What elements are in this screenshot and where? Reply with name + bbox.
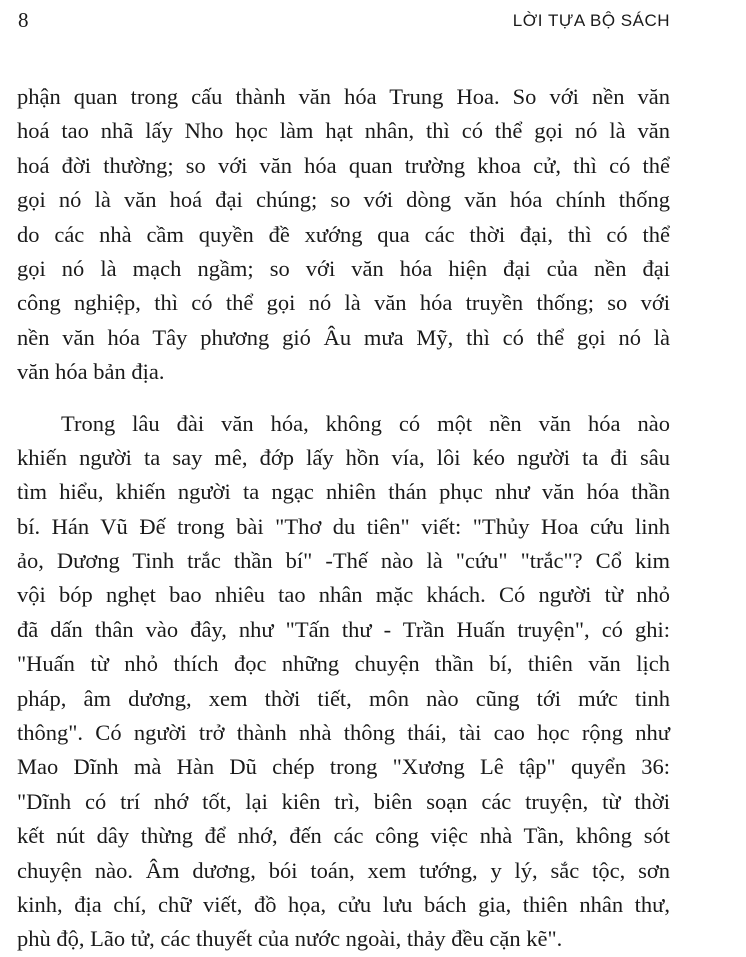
text-line: "Dĩnh có trí nhớ tốt, lại kiên trì, biên soạn các truyện, từ thời <box>17 788 670 814</box>
text-line: hoá đời thường; so với văn hóa quan trường khoa cử, thì có thể <box>17 152 670 178</box>
text-line: phù độ, Lão tử, các thuyết của nước ngoài, thảy đều cặn kẽ". <box>17 926 563 952</box>
text-line: vội bóp nghẹt bao nhiêu tao nhân mặc khách. Có người từ nhỏ <box>17 582 670 608</box>
page-number: 8 <box>18 8 29 32</box>
text-line: đã dấn thân vào đây, như "Tấn thư - Trần Huấn truyện", có ghi: <box>17 616 670 642</box>
text-line: kinh, địa chí, chữ viết, đồ họa, cửu lưu bách gia, thiên nhân thư, <box>17 891 670 917</box>
text-line: Mao Dĩnh mà Hàn Dũ chép trong "Xương Lê tập" quyển 36: <box>17 754 670 780</box>
paragraph-1 <box>17 80 670 390</box>
text-line: công nghiệp, thì có thể gọi nó là văn hóa truyền thống; so với <box>17 290 670 316</box>
text-line: do các nhà cầm quyền đề xướng qua các thời đại, thì có thể <box>17 221 670 247</box>
text-line: nền văn hóa Tây phương gió Âu mưa Mỹ, thì có thể gọi nó là <box>17 324 670 350</box>
text-line: Trong lâu đài văn hóa, không có một nền văn hóa nào <box>61 410 670 436</box>
text-line: tìm hiểu, khiến người ta ngạc nhiên thán phục như văn hóa thần <box>17 479 670 505</box>
text-line: pháp, âm dương, xem thời tiết, môn nào cũng tới mức tinh <box>17 685 670 711</box>
text-line: gọi nó là văn hoá đại chúng; so với dòng văn hóa chính thống <box>17 187 670 213</box>
text-line: ảo, Dương Tinh trắc thần bí" -Thế nào là "cứu" "trắc"? Cổ kim <box>17 548 670 574</box>
text-line: bí. Hán Vũ Đế trong bài "Thơ du tiên" viết: "Thủy Hoa cứu linh <box>17 513 670 539</box>
text-line: thông". Có người trở thành nhà thông thái, tài cao học rộng như <box>17 720 670 746</box>
body-text <box>17 80 670 957</box>
text-line: chuyện nào. Âm dương, bói toán, xem tướng, y lý, sắc tộc, sơn <box>17 857 670 883</box>
text-line: phận quan trong cấu thành văn hóa Trung Hoa. So với nền văn <box>17 84 670 109</box>
text-line: khiến người ta say mê, đớp lấy hồn vía, lôi kéo người ta đi sâu <box>17 444 670 470</box>
running-header: LỜI TỰA BỘ SÁCH <box>512 11 670 30</box>
text-line: kết nút dây thừng để nhớ, đến các công việc nhà Tần, không sót <box>17 823 670 849</box>
text-line: "Huấn từ nhỏ thích đọc những chuyện thần bí, thiên văn lịch <box>17 651 670 677</box>
text-line: gọi nó là mạch ngầm; so với văn hóa hiện đại của nền đại <box>17 255 670 281</box>
text-line: văn hóa bản địa. <box>17 359 165 385</box>
paragraph-2 <box>17 407 670 957</box>
text-line: hoá tao nhã lấy Nho học làm hạt nhân, thì có thể gọi nó là văn <box>17 118 670 144</box>
